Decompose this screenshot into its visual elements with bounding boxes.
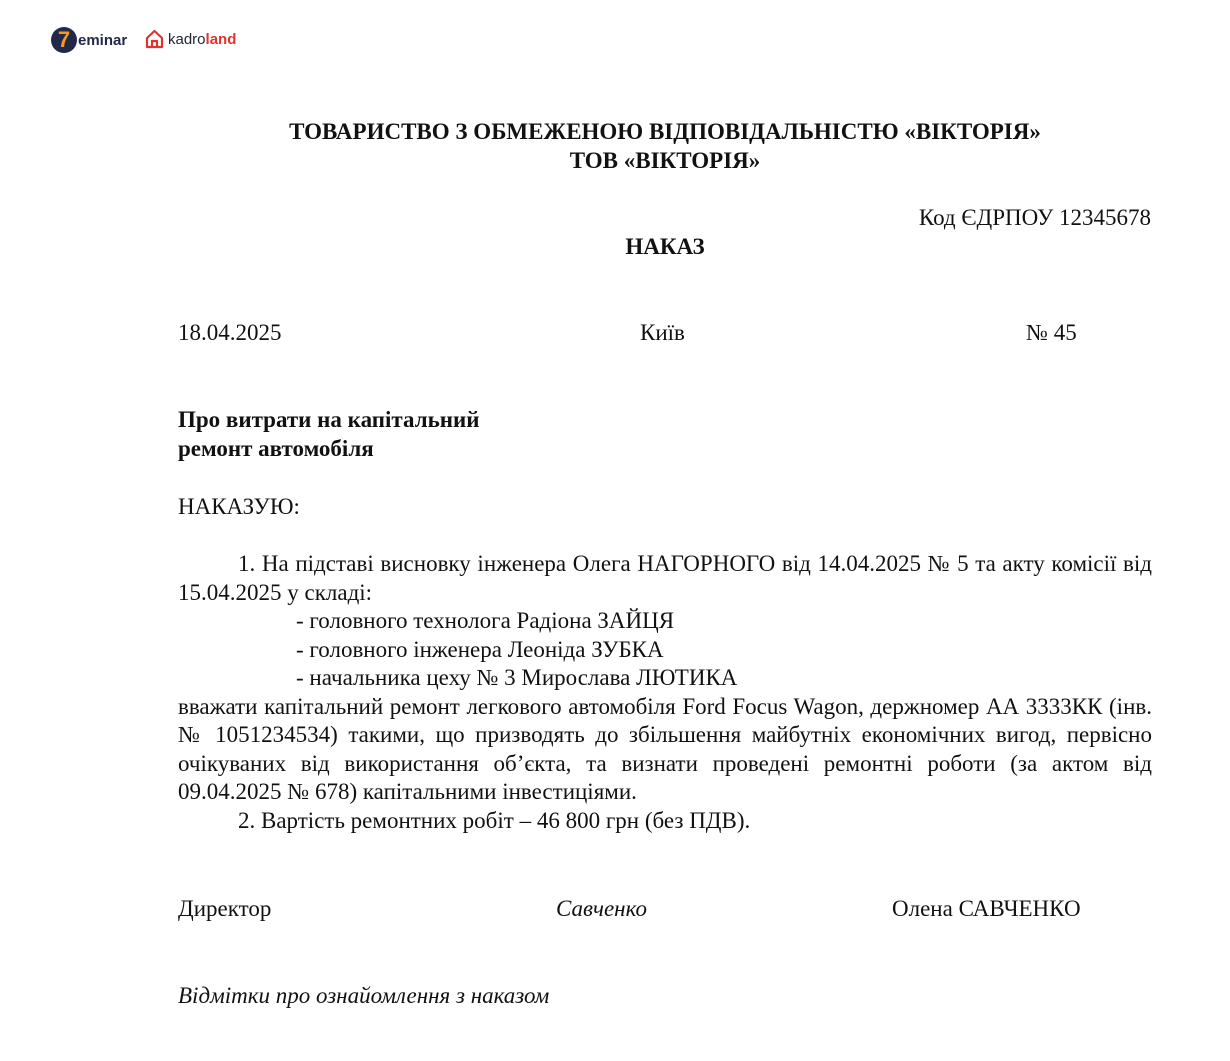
order-word: НАКАЗУЮ: — [178, 494, 300, 519]
house-icon — [145, 29, 164, 49]
acknowledgment-note: Відмітки про ознайомлення з наказом — [178, 983, 550, 1008]
order-body — [178, 550, 1152, 835]
item-1-intro: 1. На підставі висновку інженера Олега НАГОРНОГО від 14.04.2025 № 5 та акту комісії від 15.04.2025 у складі: — [178, 551, 1152, 605]
item-2: 2. Вартість ремонтних робіт – 46 800 грн (без ПДВ). — [238, 807, 751, 833]
seminar-logo-text: eminar — [78, 31, 128, 49]
document-type: НАКАЗ — [625, 234, 705, 259]
kadroland-logo-text-2: land — [205, 30, 237, 48]
org-short-name: ТОВ «ВІКТОРІЯ» — [569, 148, 761, 173]
order-date: 18.04.2025 — [178, 320, 282, 345]
edrpou-code: Код ЄДРПОУ 12345678 — [918, 205, 1151, 230]
order-city: Київ — [640, 320, 685, 345]
order-number: № 45 — [1026, 320, 1077, 345]
order-subject-line-1: Про витрати на капітальний — [178, 407, 480, 432]
signature-position: Директор — [178, 896, 272, 921]
commission-member: - головного технолога Радіона ЗАЙЦЯ — [296, 608, 675, 633]
seminar-logo-digit: 7 — [57, 27, 71, 52]
kadroland-logo — [145, 29, 236, 49]
kadroland-logo-text-1: kadro — [168, 30, 206, 48]
signature: Савченко — [556, 896, 647, 921]
signature-name: Олена САВЧЕНКО — [892, 896, 1081, 921]
commission-member: - начальника цеху № 3 Мирослава ЛЮТИКА — [296, 665, 738, 690]
item-1-conclusion: вважати капітальний ремонт легкового автомобіля Ford Focus Wagon, держномер АА 3333КК (інв. № 1051234534) такими, що призводять до збільшення майбутніх економічних вигод, первісно очікуваних від використання об’єкта, та визнати проведені ремонтні роботи (за актом від 09.04.2025 № 678) капітальними інвестиціями. — [178, 693, 1152, 804]
seminar-logo — [51, 27, 127, 53]
org-full-name: ТОВАРИСТВО З ОБМЕЖЕНОЮ ВІДПОВІДАЛЬНІСТЮ «ВІКТОРІЯ» — [289, 119, 1041, 144]
commission-member: - головного інженера Леоніда ЗУБКА — [296, 636, 664, 662]
seminar-logo-badge — [51, 27, 77, 53]
order-subject-line-2: ремонт автомобіля — [178, 436, 374, 461]
